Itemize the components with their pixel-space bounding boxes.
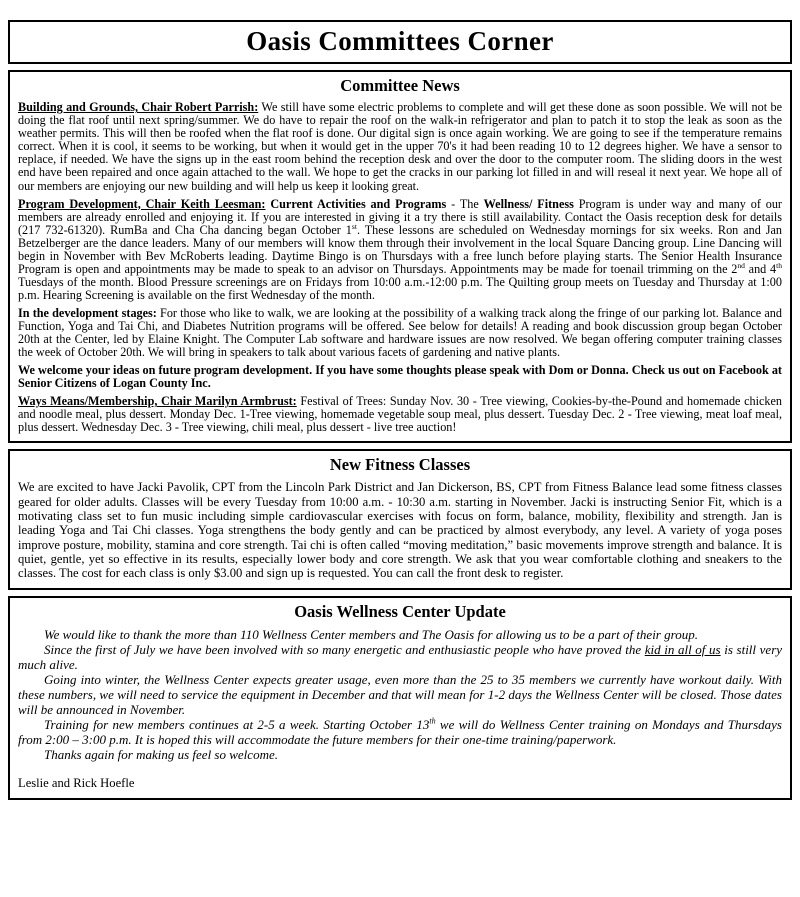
paragraph-development-stages: In the development stages: For those who like to walk, we are looking at the possibility of a walking track along the fringe of our parking lot. Balance and Function, Yoga and Tai Chi, and Diabetes Nutrition programs will be offered. See below for details! A reading and book discussion group began October 20th at the Center, led by Elaine Knight. The Computer Lab software and hardware issues are now resolved. We began offering computer training classes the week of October 20th. We will bring in speakers to talk about various facets of gardening and native plants. (18, 305, 782, 360)
page-title: Oasis Committees Corner (246, 26, 554, 56)
wellness-center-heading: Oasis Wellness Center Update (294, 601, 506, 621)
fitness-classes-section (8, 449, 792, 589)
paragraph-wellness-july: Since the first of July we have been involved with so many energetic and enthusiastic people who have proved the kid in all of us is still very much alive. (18, 641, 783, 672)
paragraph-fitness-classes: We are excited to have Jacki Pavolik, CPT from the Lincoln Park District and Jan Dickerson, BS, CPT from Fitness Balance lead some fitness classes geared for older adults. Classes will be every Tuesday from 10:00 a.m. - 10:30 a.m. starting in November. Jacki is instructing Senior Fit, which is a motivating class set to fun music including simple cardiovascular exercises with focus on form, balance, mobility, flexibility and strength. Jan is leading Yoga and Tai Chi classes. Yoga strengthens the body gently and can be practiced by almost everybody, any level. A variety of yoga poses improve posture, mobility, stamina and core strength. Tai chi is often called “moving meditation,” basic movements improve strength and balance. It is quiet, gentle, yet so effective in its results, especially lower body and core strength. We ask that you wear comfortable clothing and sneakers to the classes. The cost for each class is only $3.00 and sign up is requested. You can call the front desk to register. (18, 480, 782, 581)
fitness-classes-heading: New Fitness Classes (329, 455, 471, 475)
paragraph-wellness-welcome: Thanks again for making us feel so welcome. (44, 747, 278, 763)
paragraph-program-development: Program Development, Chair Keith Leesman: Current Activities and Programs - The Wellness/ Fitness Program is under way and many of our members are already enrolled and enjoying it. If you are interested in giving it a try there is still availability. Contact the Oasis reception desk for details (217 732-61320). RumBa and Cha Cha dancing began October 1st. These lessons are scheduled on Wednesday mornings for six weeks. Ron and Jan Betzelberger are the dance leaders. Many of our members will know them through their involvement in the local Square Dancing group. Line Dancing will begin in November with Bev McRoberts leading. Daytime Bingo is on Thursdays with a free lunch before playing starts. The Senior Health Insurance Program is open and appointments may be made to speak to an advisor on Thursdays. Appointments may be made for toenail trimming on the 2nd and 4th Tuesdays of the month. Blood Pressure screenings are on Fridays from 10:00 a.m.-12:00 p.m. The Quilting group meets on Tuesday and Thursday at 1:00 p.m. Hearing Screening is available on the first Wednesday of the month. (18, 196, 782, 302)
paragraph-wellness-training: Training for new members continues at 2-5 a week. Starting October 13th we will do Wellness Center training on Mondays and Thursdays from 2:00 – 3:00 p.m. It is hoped this will accommodate the future members for their one-time training/paperwork. (18, 716, 782, 748)
committee-news-section (8, 70, 792, 443)
paragraph-wellness-thanks: We would like to thank the more than 110 Wellness Center members and The Oasis for allowing us to be a part of their group. (44, 626, 698, 642)
paragraph-building-grounds: Building and Grounds, Chair Robert Parrish: We still have some electric problems to complete and will get these done as soon possible. We will not be doing the flat roof until next spring/summer. We do have to repair the roof on the walk-in refrigerator and plan to patch it to stop the leak as soon as the weather permits. This will then be roofed when the flat roof is done. Our digital sign is once again working. We are going to see if the temperature remains correct. When it is cool, it seems to be working, but when it would get in the upper 70's it had been reading 10 to 12 degrees higher. We have a sensor to replace, if needed. We have the signs up in the east room behind the reception desk and over the door to the computer room. The sliding doors in the west end have been repaired and once again attached to the wall. We hope to get the cracks in our parking lot filled in and will reseal it next year. We hope all of our members are enjoying our new building and will help us keep it looking great. (18, 100, 782, 193)
paragraph-program-ideas: We welcome your ideas on future program development. If you have some thoughts please speak with Dom or Donna. Check us out on Facebook at Senior Citizens of Logan County Inc. (18, 363, 782, 391)
page-title-box (8, 20, 792, 64)
signature: Leslie and Rick Hoefle (18, 776, 135, 791)
paragraph-ways-means-membership: Ways Means/Membership, Chair Marilyn Armbrust: Festival of Trees: Sunday Nov. 30 - Tree viewing, Cookies-by-the-Pound and homemade chicken and noodle meal, plus dessert. Monday Dec. 1-Tree viewing, homemade vegetable soup meal, plus dessert. Tuesday Dec. 2 - Tree viewing, meat loaf meal, plus dessert. Wednesday Dec. 3 - Tree viewing, chili meal, plus dessert - live tree auction! (18, 394, 782, 435)
paragraph-wellness-winter: Going into winter, the Wellness Center expects greater usage, even more than the 25 to 35 members we currently have workout daily. With these numbers, we will need to service the equipment in December and that will mean for 1-2 days the Wellness Center will be closed. Those dates will be announced in November. (18, 672, 782, 718)
committee-news-heading: Committee News (340, 76, 460, 96)
wellness-center-section (8, 596, 792, 800)
